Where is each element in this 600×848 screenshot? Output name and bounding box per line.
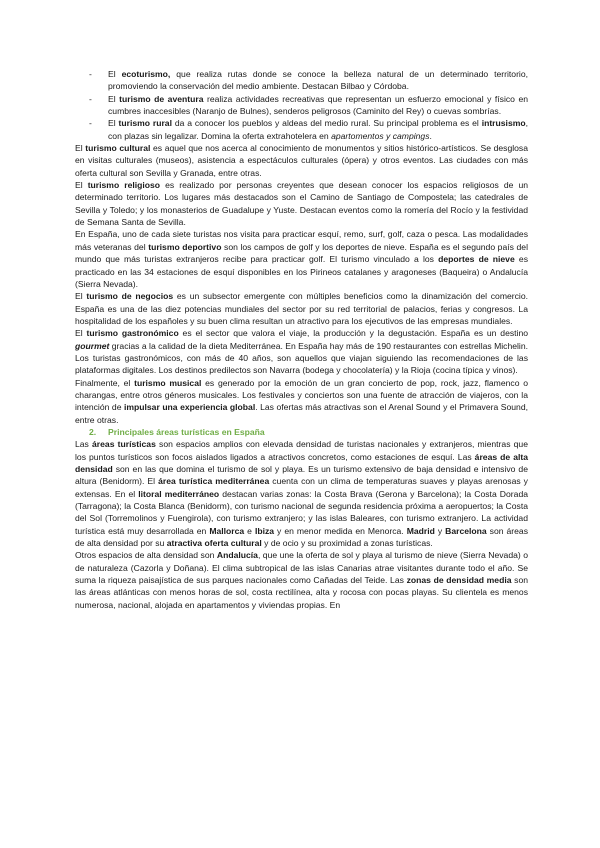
- term-intrusismo: intrusismo: [481, 118, 526, 129]
- bullet-dash: -: [89, 69, 92, 79]
- paragraph-turismo-deportivo: En España, uno de cada siete turistas nos visita para practicar esquí, remo, surf, golf, caza o pesca. Las modalidades más veteranas del turismo deportivo son los campos de golf y los deportes de nieve. España es el segundo país del mundo que más turistas extranjeros recibe para practicar golf. El turismo vinculado a los deportes de nieve es practicado en las 34 estaciones de esquí disponibles en los Pirineos catalanes y aragoneses (Baqueira) o Andalucía (Sierra Nevada).: [75, 229, 528, 289]
- bullet-dash: -: [89, 93, 92, 104]
- term-barcelona: Barcelona: [445, 525, 487, 536]
- paragraph-turismo-religioso: El turismo religioso es realizado por personas creyentes que desean conocer los espacios religiosos de un determinado territorio. Los lugares más destacados son el Camino de Santiago de Compostela; las catedrales de Sevilla y Toledo; y los monasterios de Guadalupe y Yuste. Destacan eventos como la romería del Rocío y la festividad de Semana Santa de Sevilla.: [75, 180, 529, 228]
- term-apartamentos-campings: apartomentos y campings: [331, 130, 430, 141]
- term-turismo-cultural: turismo cultural: [85, 143, 151, 154]
- paragraph-turismo-musical: Finalmente, el turismo musical es generado por la emoción de un gran concierto de pop, rock, jazz, flamenco o charangas, entre otros géneros musicales. Los festivales y conciertos son una fuente de atracción de viajeros, con la intención de impulsar una experiencia global. Las ofertas más atractivas son el Arenal Sound y el Primavera Sound, entre otras.: [75, 377, 529, 425]
- term-litoral-mediterraneo: litoral mediterráneo: [138, 488, 220, 499]
- bullet-ecoturismo: - El ecoturismo, que realiza rutas donde se conoce la belleza natural de un determinado territorio, promoviendo la conservación del medio ambiente. Destacan Bilbao y Córdoba.: [89, 69, 529, 92]
- section-title: Principales áreas turísticas en España: [108, 426, 265, 437]
- term-areas-turisticas: áreas turísticas: [92, 439, 156, 450]
- term-turismo-gastronomico: turismo gastronómico: [86, 328, 179, 339]
- term-area-mediterranea: área turística mediterránea: [158, 476, 270, 487]
- term-andalucia: Andalucía: [216, 550, 258, 561]
- bullet-turismo-rural: - El turismo rural da a conocer los pueblos y aldeas del medio rural. Su principal problema es el intrusismo, con plazas sin legalizar. Domina la oferta extrahotelera en apartomentos y campings.: [89, 118, 529, 141]
- term-turismo-religioso: turismo religioso: [87, 180, 161, 191]
- term-oferta-cultural: atractiva oferta cultural: [166, 538, 262, 549]
- paragraph-turismo-gastronomico: El turismo gastronómico es el sector que valora el viaje, la producción y la degustación. España es un destino gourmet gracias a la calidad de la dieta Mediterránea. En España hay más de 190 restaurantes con estrellas Michelin. Los turistas gastronómicos, con más de 40 años, son aquellos que viajan siguiendo las recomendaciones de las plataformas digitales. Los destinos predilectos son Navarra (bodega y chocolatería) y la Rioja (cocina típica y vinos).: [75, 328, 528, 376]
- term-turismo-negocios: turismo de negocios: [86, 291, 174, 302]
- term-madrid: Madrid: [406, 525, 435, 536]
- paragraph-otros-espacios: Otros espacios de alta densidad son Andalucía, que une la oferta de sol y playa al turismo de nieve (Sierra Nevada) o de naturaleza (Cazorla y Doñana). El clima subtropical de las islas Canarias atrae visitantes durante todo el año. Se suma la riqueza paisajística de sus parques nacionales como Cañadas del Teide. Las zonas de densidad media son las áreas atlánticas con menos horas de sol, costa rectilínea, alta y rocosa con pocas playas. Su clientela es menos numerosa, nacional, alojada en apartamentos y viviendas propias. En: [75, 550, 528, 610]
- bullet-dash: -: [89, 118, 92, 129]
- term-experiencia-global: impulsar una experiencia global: [123, 402, 256, 413]
- term-zonas-densidad-media: zonas de densidad media: [406, 575, 512, 586]
- term-turismo-aventura: turismo de aventura: [119, 93, 204, 104]
- paragraph-turismo-negocios: El turismo de negocios es un subsector emergente con múltiples beneficios como la dinamización del comercio. España es una de las diez potencias mundiales del sector por su red territorial de palacios, ferias y congresos. La hospitalidad de los españoles y su buen clima resultan un atractivo para los ejecutivos de las empresas mundiales.: [75, 291, 529, 326]
- section-number: 2.: [89, 426, 97, 437]
- term-deportes-nieve: deportes de nieve: [438, 254, 515, 265]
- term-turismo-musical: turismo musical: [134, 377, 202, 388]
- section-heading: [75, 426, 528, 438]
- term-mallorca: Mallorca: [209, 525, 245, 536]
- term-ecoturismo: ecoturismo,: [121, 69, 171, 79]
- term-gourmet: gourmet: [75, 340, 110, 351]
- term-turismo-rural: turismo rural: [118, 118, 172, 129]
- bullet-turismo-aventura: - El turismo de aventura realiza actividades recreativas que representan un esfuerzo emocional y físico en cumbres inaccesibles (Naranjo de Bulnes), senderos peligrosos (Caminito del Rey) o cuevas sombrías.: [89, 93, 528, 117]
- term-ibiza: Ibiza: [254, 525, 275, 536]
- term-turismo-deportivo: turismo deportivo: [148, 241, 222, 252]
- paragraph-turismo-cultural: El turismo cultural es aquel que nos acerca al conocimiento de monumentos y sitios histórico-artísticos. Se desglosa en visitas culturales (museos), asistencia a espectáculos culturales (ópera) y otros eventos. Las ciudades con más oferta cultural son Sevilla y Granada, entre otras.: [75, 143, 528, 178]
- term-areas-alta-densidad: áreas de alta densidad: [75, 451, 528, 474]
- document-page: [75, 68, 528, 611]
- paragraph-areas-turisticas: Las áreas turísticas son espacios amplios con elevada densidad de turistas nacionales y extranjeros, mientras que los puntos turísticos son focos aislados ligados a atractivos concretos, como estaciones de esquí. Las áreas de alta densidad son en las que domina el turismo de sol y playa. Es un turismo extensivo de baja densidad e intensivo de altura (Benidorm). El área turística mediterránea cuenta con un clima de temperaturas suaves y playas arenosas y extensas. En el litoral mediterráneo destacan varias zonas: la Costa Brava (Gerona y Barcelona); la Costa Dorada (Tarragona); la Costa Blanca (Benidorm), con turismo nacional de segunda residencia próxima a aeropuertos; la Costa del Sol (Torremolinos y Fuengirola), con turismo extranjero; y las islas Baleares, con turismo extranjero. La actividad turística está muy desarrollada en Mallorca e Ibiza y en menor medida en Menorca. Madrid y Barcelona son áreas de alta densidad por su atractiva oferta cultural y de ocio y su proximidad a zonas turísticas.: [75, 439, 529, 549]
